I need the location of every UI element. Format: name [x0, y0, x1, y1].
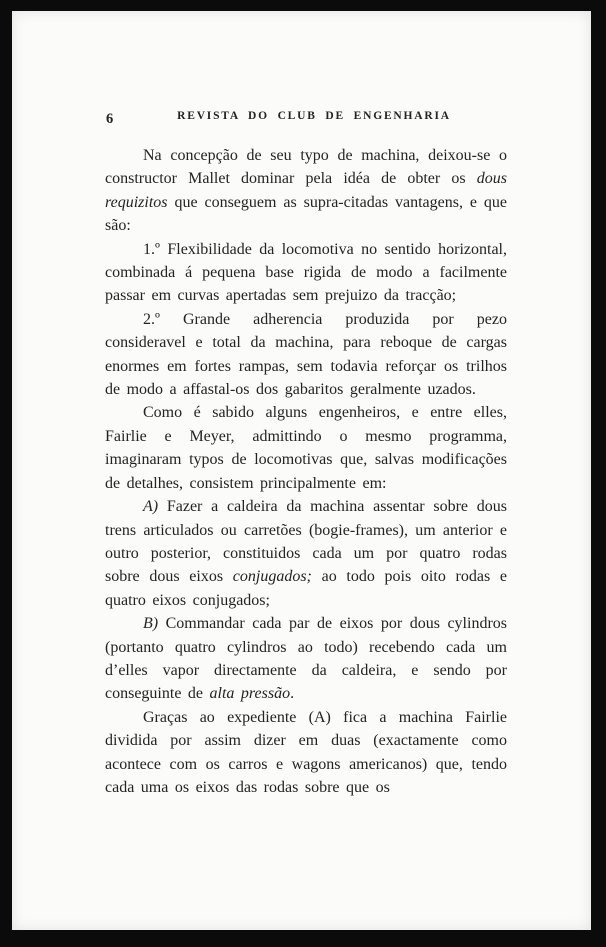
paragraph-6: [105, 612, 507, 706]
paragraph-text: Graças ao expediente (A) fica a machina Fairlie dividida por assim dizer em duas (exactamente como acontece com os carros e wagons americanos) que, tendo cada uma os eixos das rodas sobre que os: [105, 708, 507, 796]
paragraph-text-italic: alta pressão: [209, 685, 291, 703]
paragraph-2: [105, 238, 507, 308]
paragraph-text: Fazer a caldeira da machina assentar sobre dous trens articulados ou carretões (bogie-frames), um anterior e outro posterior, constituidos cada um por quatro rodas sobre dous eixos: [105, 498, 507, 586]
document-page: [12, 11, 591, 930]
paragraph-3: [105, 308, 507, 402]
paragraph-text: ao todo pois oito rodas e quatro eixos conjugados;: [105, 568, 507, 609]
paragraph-text: Commandar cada par de eixos por dous cylindros (portanto quatro cylindros ao todo) recebendo cada um d’elles vapor directamente da caldeira, e sendo por conseguinte de: [105, 615, 507, 703]
paragraph-text: que conseguem as supra-citadas vantagens, e que são:: [105, 193, 507, 235]
page-number: 6: [106, 111, 114, 127]
paragraph-text-italic: conjugados;: [232, 568, 312, 586]
paragraph-text-italic: dous requizitos: [105, 170, 507, 211]
paragraph-5: [105, 495, 507, 612]
body-text: [105, 144, 507, 799]
paragraph-4: [105, 401, 507, 495]
paragraph-text: 2.º Grande adherencia produzida por pezo consideravel e total da machina, para reboque de cargas enormes em fortes rampas, sem todavia reforçar os trilhos de modo a affastal-os dos gabaritos geralmente uzados.: [105, 310, 507, 399]
page-header: [105, 110, 507, 128]
paragraph-text: Como é sabido alguns engenheiros, e entre elles, Fairlie e Meyer, admittindo o mesmo programma, imaginaram typos de locomotivas que, salvas modificações de detalhes, consistem principalmente em:: [105, 404, 507, 492]
paragraph-text-italic: B): [143, 615, 159, 633]
paragraph-text: .: [290, 685, 295, 703]
running-title: REVISTA DO CLUB DE ENGENHARIA: [177, 110, 451, 122]
text-column: [105, 110, 507, 799]
paragraph-text-italic: A): [143, 498, 159, 516]
paragraph-1: [105, 144, 507, 238]
paragraph-text: 1.º Flexibilidade da locomotiva no sentido horizontal, combinada á pequena base rigida de modo a facilmente passar em curvas apertadas sem prejuizo da tracção;: [105, 240, 507, 305]
paragraph-text: Na concepção de seu typo de machina, deixou-se o constructor Mallet dominar pela idéa de obter os: [105, 147, 507, 188]
paragraph-7: [105, 706, 507, 800]
